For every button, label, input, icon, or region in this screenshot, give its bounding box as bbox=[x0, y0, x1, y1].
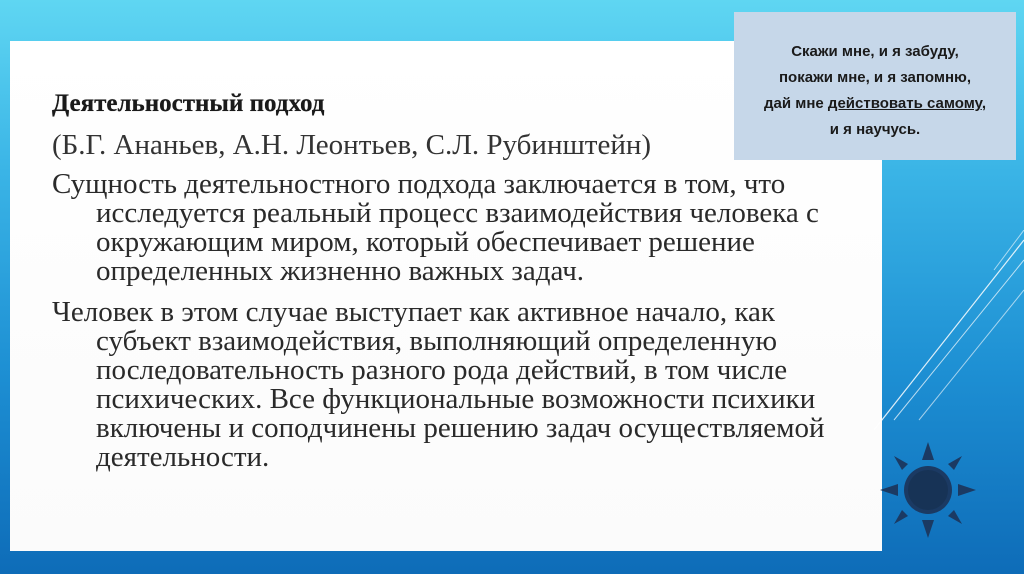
sun-icon bbox=[878, 440, 978, 540]
slide-text-block bbox=[52, 88, 852, 472]
decorative-diagonal-lines bbox=[874, 230, 1024, 450]
quote-line-3 bbox=[734, 91, 1016, 117]
quote-line-1: Скажи мне, и я забуду, bbox=[791, 43, 959, 60]
paragraph-person-text: Человек в этом случае выступает как активное начало, как субъект взаимодействия, выполняющий определенную последовательность разного рода действий, в том числе психических. Все функциональные возможности психики включены и соподчинены решению задач осуществляемой деятельности. bbox=[52, 296, 825, 473]
paragraph-essence-text: Сущность деятельностного подхода заключается в том, что исследуется реальный процесс взаимодействия человека с окружающим миром, который обеспечивает решение определенных жизненно важных задач. bbox=[52, 168, 819, 287]
quote-line-4: и я научусь. bbox=[829, 121, 921, 138]
quote-line-2: покажи мне, и я запомню, bbox=[779, 69, 971, 86]
quote-line-3-prefix: дай мне bbox=[764, 95, 828, 112]
paragraph-essence bbox=[52, 170, 852, 286]
quote-line-3-underlined: действовать самому bbox=[827, 95, 982, 112]
paragraph-person bbox=[52, 298, 852, 472]
slide-heading: Деятельностный подход bbox=[52, 90, 325, 117]
quote-line-3-suffix: , bbox=[981, 95, 986, 112]
quote-box bbox=[734, 12, 1016, 160]
slide-authors: (Б.Г. Ананьев, А.Н. Леонтьев, С.Л. Рубинштейн) bbox=[52, 129, 652, 161]
